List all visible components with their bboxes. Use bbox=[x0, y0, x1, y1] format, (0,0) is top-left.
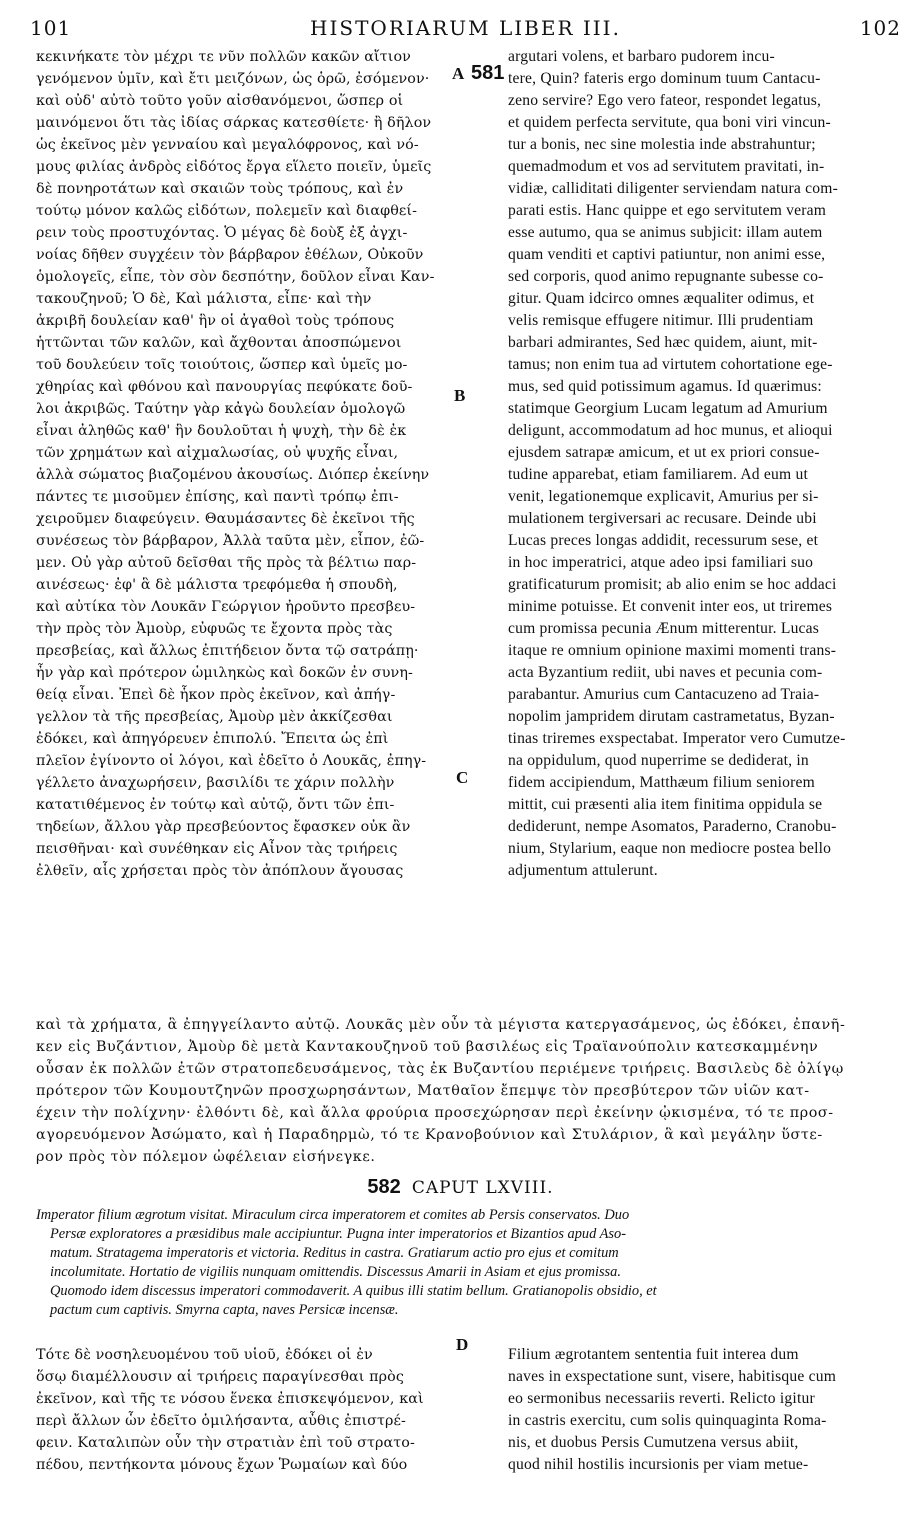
text-line: Filium ægrotantem sententia fuit interea dum bbox=[508, 1346, 799, 1363]
text-line: χειροῦμεν διαφεύγειν. Θαυμάσαντες δὲ ἐκεῖνοι τῆς bbox=[36, 511, 415, 527]
text-line: quemadmodum et vos ad servitutem pravitati, in- bbox=[508, 158, 825, 175]
greek-column-top bbox=[36, 46, 469, 882]
greek-full-width-block bbox=[36, 1014, 906, 1168]
text-line: eo sermonibus necessariis reverti. Relicto igitur bbox=[508, 1390, 815, 1407]
text-line: velis remisque effugere nitimur. Illi prudentiam bbox=[508, 312, 814, 329]
text-line: ἀλλὰ σώματος βιαζομένου ἀκουσίως. Διόπερ ἐκείνην bbox=[36, 467, 430, 483]
text-line: αγορευόμενον Ἀσώματο, καὶ ἡ Παραδηρμὼ, τό τε Κρανοβούνιον καὶ Στυλάριον, ἃ καὶ μεγάλην ὕστε- bbox=[36, 1127, 823, 1143]
running-title: HISTORIARUM LIBER III. bbox=[310, 16, 621, 40]
text-line: sed corporis, quod animo repugnante subesse co- bbox=[508, 268, 824, 285]
text-line: ἐκεῖνον, καὶ τῆς τε νόσου ἕνεκα ἐπισκεψόμενον, καὶ bbox=[36, 1391, 424, 1407]
text-line: in castris exercitu, cum solis quinquaginta Roma- bbox=[508, 1412, 827, 1429]
text-line: πλεῖον ἐγίνοντο οἱ λόγοι, καὶ ἐδεῖτο ὁ Λουκᾶς, ἐπηγ- bbox=[36, 753, 427, 769]
text-line: quam venditi et captivi patiuntur, non animi esse, bbox=[508, 246, 826, 263]
text-line: τοῦ δουλεύειν τοῖς τοιούτοις, ὥσπερ καὶ ὑμεῖς μο- bbox=[36, 357, 408, 373]
text-line: τούτῳ μόνον καλῶς εἰδότων, πολεμεῖν καὶ διαφθεί- bbox=[36, 203, 418, 219]
text-line: καὶ τὰ χρήματα, ἃ ἐπηγγείλαντο αὐτῷ. Λουκᾶς μὲν οὖν τὰ μέγιστα κατεργασάμενος, ὡς ἐδόκει, ἐπανῆ- bbox=[36, 1017, 846, 1033]
margin-number-581: 581 bbox=[471, 62, 505, 84]
text-line: νοίας δῆθεν συγχέειν τὸν βάρβαρον ἐθέλων, Οὐκοῦν bbox=[36, 247, 424, 263]
text-line: naves in exspectatione sunt, visere, habitisque cum bbox=[508, 1368, 837, 1385]
latin-column-top bbox=[508, 46, 906, 882]
text-line: deligunt, accommodatum ad hoc munus, et alioqui bbox=[508, 422, 833, 439]
text-line: incolumitate. Hortatio de vigiliis nunquam omittendis. Discessus Amarii in Asiam et ejus promissa. bbox=[50, 1264, 621, 1280]
text-line: κατατιθέμενος ἐν τούτῳ καὶ αὐτῷ, ὄντι τῶν ἐπι- bbox=[36, 797, 395, 813]
text-line: adjumentum attulerunt. bbox=[508, 862, 658, 879]
chapter-title: CAPUT LXVIII. bbox=[411, 1178, 554, 1198]
text-line: quod nihil hostilis incursionis per viam metue- bbox=[508, 1456, 809, 1473]
running-head bbox=[30, 10, 901, 44]
text-line: pactum cum captivis. Smyrna capta, naves Persicæ incensæ. bbox=[50, 1302, 399, 1318]
text-line: gratificaturum promisit; ab alio enim se hoc addaci bbox=[508, 576, 837, 593]
text-line: τῶν χρημάτων καὶ αἰχμαλωσίας, οὐ ψυχῆς εἶναι, bbox=[36, 445, 399, 461]
text-line: na oppidulum, quod nuperrime se dediderat, in bbox=[508, 752, 809, 769]
text-line: περὶ ἄλλων ὧν ἐδεῖτο ὁμιλήσαντα, αὖθις ἐπιστρέ- bbox=[36, 1413, 406, 1429]
text-line: et quidem perfecta servitute, qua boni viri vincun- bbox=[508, 114, 831, 131]
text-line: tamus; non enim tua ad virtutem cohortatione ege- bbox=[508, 356, 833, 373]
text-line: οὖσαν ἐκ πολλῶν ἐτῶν στρατοπεδευσάμενος, τὰς ἐκ Βυζαντίου περιέμενε τριήρεις. Βασιλεὺς δὲ ὀλίγῳ bbox=[36, 1061, 844, 1077]
text-line: δὲ πονηροτάτων καὶ σκαιῶν τοὺς τρόπους, καὶ ἐν bbox=[36, 181, 404, 197]
text-line: χθηρίας καὶ φθόνου καὶ πανουργίας πεφύκατε δοῦ- bbox=[36, 379, 413, 395]
text-line: barbari admirantes, Sed hæc quidem, aiunt, mit- bbox=[508, 334, 818, 351]
text-line: in hoc imperatrici, atque adeo ipsi familiari suo bbox=[508, 554, 814, 571]
text-line: ἐδόκει, καὶ ἀπηγόρευεν ἐπιπολύ. Ἔπειτα ὡς ἐπὶ bbox=[36, 731, 389, 747]
text-line: zeno servire? Ego vero fateor, respondet legatus, bbox=[508, 92, 822, 109]
text-line: acta Byzantium rediit, ubi naves et pecunia com- bbox=[508, 664, 823, 681]
text-line: ἐλθεῖν, αἷς χρήσεται πρὸς τὸν ἀπόπλουν ἄγουσας bbox=[36, 863, 404, 879]
text-line: gitur. Quam idcirco omnes æqualiter odimus, et bbox=[508, 290, 815, 307]
text-line: τηδείων, ἄλλου γὰρ πρεσβεύοντος ἔφασκεν οὐκ ἂν bbox=[36, 819, 411, 835]
text-line: γελλον τὰ τῆς πρεσβείας, Ἀμοὺρ μὲν ἀκκίζεσθαι bbox=[36, 709, 393, 725]
text-line: mus, sed quid potissimum agamus. Id quærimus: bbox=[508, 378, 822, 395]
margin-letter-c: C bbox=[456, 768, 469, 787]
text-line: εἶναι ἀληθῶς καθ' ἣν δουλοῦται ἡ ψυχὴ, τὴν δὲ ἐκ bbox=[36, 423, 407, 439]
text-line: ἡττῶνται τῶν καλῶν, καὶ ἄχθονται ἀποσπώμενοι bbox=[36, 335, 402, 351]
text-line: Imperator filium ægrotum visitat. Miraculum circa imperatorem et comites ab Persis conservatos. Duo bbox=[36, 1207, 630, 1223]
latin-column-bottom bbox=[508, 1344, 906, 1476]
text-line: esse autumo, qua se animus subjicit: illam autem bbox=[508, 224, 823, 241]
text-line: mulationem tergiversari ac recusare. Deinde ubi bbox=[508, 510, 817, 527]
text-line: Τότε δὲ νοσηλευομένου τοῦ υἱοῦ, ἐδόκει οἱ ἐν bbox=[36, 1347, 373, 1363]
margin-letter-a: A bbox=[452, 64, 465, 83]
text-line: ρειν τοὺς προστυχόντας. Ὁ μέγας δὲ δοὺξ ἐξ ἀγχι- bbox=[36, 225, 408, 241]
text-line: tere, Quin? fateris ergo dominum tuum Cantacu- bbox=[508, 70, 821, 87]
text-line: μους φιλίας ἀνδρὸς εἰδότος ἔργα εἵλετο ποιεῖν, ὑμεῖς bbox=[36, 159, 432, 175]
text-line: parabantur. Amurius cum Cantacuzeno ad Traia- bbox=[508, 686, 820, 703]
text-line: itaque re omnium opinione maximi momenti trans- bbox=[508, 642, 837, 659]
text-line: πρεσβείας, καὶ ἄλλως ἐπιτήδειον ὄντα τῷ σατράπῃ· bbox=[36, 643, 419, 659]
text-line: αινέσεως· ἐφ' ἃ δὲ μάλιστα τρεφόμεθα ἡ σπουδὴ, bbox=[36, 577, 398, 593]
text-line: matum. Stratagema imperatoris et victoria. Reditus in castra. Gratiarum actio pro ejus et comitum bbox=[50, 1245, 619, 1261]
text-line: κεν εἰς Βυζάντιον, Ἀμοὺρ δὲ μετὰ Καντακουζηνοῦ τοῦ βασιλέως εἰς Τραϊανούπολιν κατεσκαμμένην bbox=[36, 1039, 819, 1055]
text-line: nium, Stylarium, eaque non mediocre postea bello bbox=[508, 840, 832, 857]
text-line: Persæ exploratores a præsidibus male accipiuntur. Pugna inter imperatorios et Bizantios apud Aso- bbox=[50, 1226, 627, 1242]
text-line: ρον πρὸς τὸν πόλεμον ὠφέλειαν εἰσήνεγκε. bbox=[36, 1149, 376, 1165]
text-line: ὅσῳ διαμέλλουσιν αἱ τριήρεις παραγίνεσθαι πρὸς bbox=[36, 1369, 404, 1385]
text-line: πέδου, πεντήκοντα μόνους ἔχων Ῥωμαίων καὶ δύο bbox=[36, 1457, 408, 1473]
text-line: ὁμολογεῖς, εἶπε, τὸν σὸν δεσπότην, δοῦλον εἶναι Καν- bbox=[36, 269, 435, 285]
page-number-right: 102 bbox=[859, 16, 901, 40]
margin-letter-b: B bbox=[454, 386, 466, 405]
text-line: τὴν πρὸς τὸν Ἀμοὺρ, εὐφυῶς τε ἔχοντα πρὸς τὰς bbox=[36, 621, 393, 637]
text-line: nis, et duobus Persis Cumutzena versus abiit, bbox=[508, 1434, 799, 1451]
text-line: Quomodo idem discessus imperatori commodaverit. A quibus illi statim bellum. Gratianopolis obsidio, et bbox=[50, 1283, 657, 1299]
text-line: τακουζηνοῦ; Ὁ δὲ, Καὶ μάλιστα, εἶπε· καὶ τὴν bbox=[36, 291, 372, 307]
text-line: ὡς ἐκεῖνος μὲν γενναίου καὶ μεγαλόφρονος, καὶ νό- bbox=[36, 137, 419, 153]
text-line: γενόμενον ὑμῖν, καὶ ἔτι μειζόνων, ὡς ὁρῶ, ἐσόμενον· bbox=[36, 71, 430, 87]
text-line: καὶ αὐτίκα τὸν Λουκᾶν Γεώργιον ἠροῦντο πρεσβευ- bbox=[36, 599, 416, 615]
text-line: γέλλετο ἀναχωρήσειν, βασιλίδι τε χάριν πολλὴν bbox=[36, 775, 395, 791]
text-line: συνέσεως τὸν βάρβαρον, Ἀλλὰ ταῦτα μὲν, εἶπον, ἐῶ- bbox=[36, 533, 425, 549]
text-line: fidem accipiendum, Matthæum filium seniorem bbox=[508, 774, 815, 791]
text-line: tur a bonis, nec sine molestia inde abstrahuntur; bbox=[508, 136, 816, 153]
text-line: argutari volens, et barbaro pudorem incu- bbox=[508, 48, 775, 65]
chapter-heading bbox=[0, 1176, 921, 1199]
text-line: ejusdem satrapæ amicum, et ut ex priori consue- bbox=[508, 444, 820, 461]
text-line: πρότερον τῶν Κουμουτζηνῶν προσχωρησάντων, Ματθαῖον ἔπεμψε τὸν πρεσβύτερον τῶν υἱῶν κατ- bbox=[36, 1083, 810, 1099]
text-line: λοι ἀκριβῶς. Ταύτην γὰρ κἀγὼ δουλείαν ὁμολογῶ bbox=[36, 401, 406, 417]
text-line: vidiæ, calliditati diligenter serviendam natura com- bbox=[508, 180, 838, 197]
greek-column-bottom bbox=[36, 1344, 466, 1476]
text-line: κεκινήκατε τὸν μέχρι τε νῦν πολλῶν κακῶν αἴτιον bbox=[36, 49, 411, 65]
text-line: θείᾳ εἶναι. Ἐπεὶ δὲ ἧκον πρὸς ἐκεῖνον, καὶ ἀπήγ- bbox=[36, 687, 396, 703]
text-line: mittit, cui præsenti alia item finitima oppidula se bbox=[508, 796, 823, 813]
chapter-summary bbox=[36, 1206, 906, 1320]
text-line: πάντες τε μισοῦμεν ἐπίσης, καὶ παντὶ τρόπῳ ἐπι- bbox=[36, 489, 399, 505]
chapter-margin-number: 582 bbox=[367, 1176, 401, 1198]
text-line: tudine apparebat, etiam familiarem. Ad eum ut bbox=[508, 466, 808, 483]
text-line: πεισθῆναι· καὶ συνέθηκαν εἰς Αἶνον τὰς τριήρεις bbox=[36, 841, 398, 857]
page-number-left: 101 bbox=[30, 16, 72, 40]
text-line: μεν. Οὐ γὰρ αὐτοῦ δεῖσθαι τῆς πρὸς τὰ βέλτιω παρ- bbox=[36, 555, 417, 571]
text-line: minime potuisse. Et convenit inter eos, ut triremes bbox=[508, 598, 833, 615]
text-line: tinas triremes exspectabat. Imperator vero Cumutze- bbox=[508, 730, 846, 747]
text-line: έχειν τὴν πολίχνην· ἐλθόντι δὲ, καὶ ἄλλα φρούρια προσεχώρησαν περὶ ἐκείνην ᾠκισμένα, τό τε προσ- bbox=[36, 1105, 834, 1121]
text-line: Lucas preces longas addidit, recessurum sese, et bbox=[508, 532, 819, 549]
text-line: φειν. Καταλιπὼν οὖν τὴν στρατιὰν ἐπὶ τοῦ στρατο- bbox=[36, 1435, 415, 1451]
text-line: dediderunt, nempe Asomatos, Paraderno, Cranobu- bbox=[508, 818, 837, 835]
text-line: parati estis. Hanc quippe et ego servitutem veram bbox=[508, 202, 827, 219]
text-line: καὶ οὐδ' αὐτὸ τοῦτο γοῦν αἰσθανόμενοι, ὥσπερ οἱ bbox=[36, 93, 404, 109]
text-line: ἦν γὰρ καὶ πρότερον ὡμιληκὼς καὶ δοκῶν ἐν συνη- bbox=[36, 665, 413, 681]
text-line: venit, legationemque explicavit, Amurius per si- bbox=[508, 488, 819, 505]
text-line: cum promissa pecunia Ænum mitterentur. Lucas bbox=[508, 620, 820, 637]
text-line: μαινόμενοι ὅτι τὰς ἰδίας σάρκας κατεσθίετε· ἢ δῆλον bbox=[36, 115, 432, 131]
text-line: ἀκριβῆ δουλείαν καθ' ἣν οἱ ἀγαθοὶ τοὺς τρόπους bbox=[36, 313, 395, 329]
text-line: nopolim jampridem dirutam castrametatus, Byzan- bbox=[508, 708, 835, 725]
margin-letter-d: D bbox=[456, 1335, 469, 1354]
text-line: statimque Georgium Lucam legatum ad Amurium bbox=[508, 400, 828, 417]
